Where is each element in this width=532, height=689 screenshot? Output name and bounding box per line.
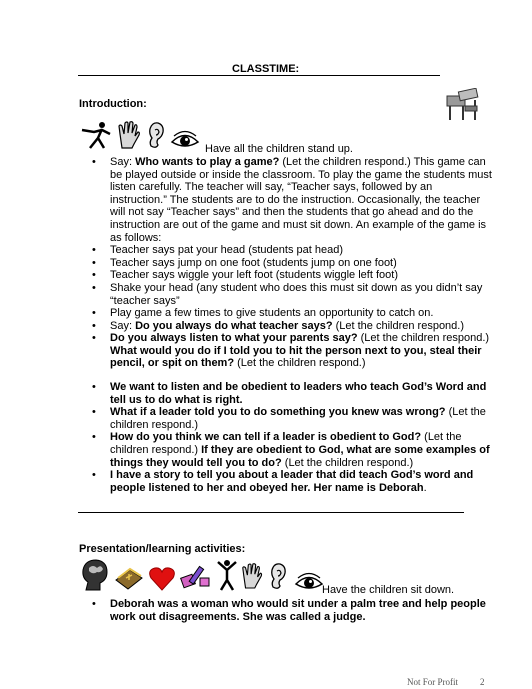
text: (Let the children respond.) (110, 431, 462, 456)
bullet-item (92, 598, 492, 623)
bullet-item (92, 381, 492, 406)
hand-icon (240, 560, 264, 596)
bold-text: Who wants to play a game? (135, 156, 280, 168)
stretch-figure-icon (214, 558, 240, 596)
bold-text: I have a story to tell you about a leader that did teach God’s word and people listened to her and obeyed her. Her name is Deborah (110, 469, 474, 494)
page-number: 2 (480, 677, 485, 687)
bold-text: Do you always do what teacher says? (135, 319, 333, 332)
bullet-item (92, 469, 492, 494)
text: (Let the children respond.) This game can be played outside or inside the classroom. To play the game the students must listen carefully. The teacher will say, “Teacher says, followed by an instruction.” The students are to do the instruction. Occasionally, the teacher will not say “Teacher says” and then the students that go ahead and do the instruction are out of the game and must sit down. An example of the game is as follows: (110, 156, 492, 244)
bullet-item (92, 320, 492, 333)
classtime-title: CLASSTIME: (232, 63, 300, 75)
text: Teacher says jump on one foot (students jump on one foot) (110, 256, 397, 269)
presentation-icon-row (80, 560, 324, 596)
eye-icon (170, 130, 200, 154)
bold-text: Do you always listen to what your parents say? (110, 332, 358, 345)
text: . (423, 481, 427, 494)
text: Say: (110, 156, 136, 168)
footer-note: Not For Profit (407, 677, 459, 687)
text: (Let the children respond.) (357, 332, 490, 345)
bold-text: If they are obedient to God, what are some examples of things they would tell you to do? (110, 443, 490, 469)
text: Play game a few times to give students an opportunity to catch on. (110, 307, 434, 319)
desk-icon (445, 88, 481, 122)
text: (Let the children respond.) (234, 357, 366, 370)
intro-bullets-2 (92, 307, 492, 370)
thinking-head-icon (80, 558, 110, 596)
introduction-heading: Introduction: (79, 98, 147, 110)
presentation-bullets (92, 598, 492, 623)
bullet-item (92, 406, 492, 431)
bullet-item (92, 431, 492, 469)
stretch-figure-icon (80, 120, 116, 154)
bold-text: We want to listen and be obedient to leaders who teach God’s Word and tell us to do what is right. (110, 381, 487, 406)
presentation-heading: Presentation/learning activities: (79, 543, 246, 555)
heart-icon (148, 566, 176, 596)
bullet-item (92, 257, 492, 270)
section-rule (78, 512, 464, 513)
text: Teacher says wiggle your left foot (students wiggle left foot) (110, 269, 398, 282)
bold-text: What if a leader told you to do something you knew was wrong? (110, 406, 446, 419)
crafts-icon (180, 562, 212, 596)
bullet-item (92, 156, 492, 244)
bullet-item (92, 282, 492, 307)
text: (Let the children respond.) (332, 319, 465, 332)
text: Say: (110, 319, 136, 332)
hand-icon (116, 120, 142, 154)
presentation-instruction: Have the children sit down. (322, 584, 455, 596)
bold-text: How do you think we can tell if a leader is obedient to God? (110, 431, 422, 444)
text: Teacher says pat your head (students pat head) (110, 244, 343, 257)
bold-text: What would you do if I told you to hit the person next to you, steal their pencil, or spit on them? (110, 344, 482, 370)
header-rule (78, 75, 440, 76)
bible-icon (114, 562, 144, 596)
bullet-item (92, 269, 492, 282)
ear-icon (268, 560, 288, 596)
bullet-item (92, 244, 492, 257)
text: (Let the children respond.) (281, 456, 414, 469)
eye-icon (294, 572, 324, 596)
text: (Let the children respond.) (110, 406, 486, 431)
intro-bullets-3 (92, 381, 492, 494)
text: Shake your head (any student who does this must sit down as you didn’t say “teacher says” (110, 281, 483, 307)
intro-icon-row (80, 124, 200, 154)
ear-icon (146, 120, 166, 154)
intro-bullets-1 (92, 156, 492, 307)
bold-text: Deborah was a woman who would sit under a palm tree and help people work out disagreements. She was called a judge. (110, 598, 486, 623)
intro-instruction: Have all the children stand up. (205, 143, 353, 155)
bullet-item (92, 332, 492, 370)
bullet-item (92, 307, 492, 320)
